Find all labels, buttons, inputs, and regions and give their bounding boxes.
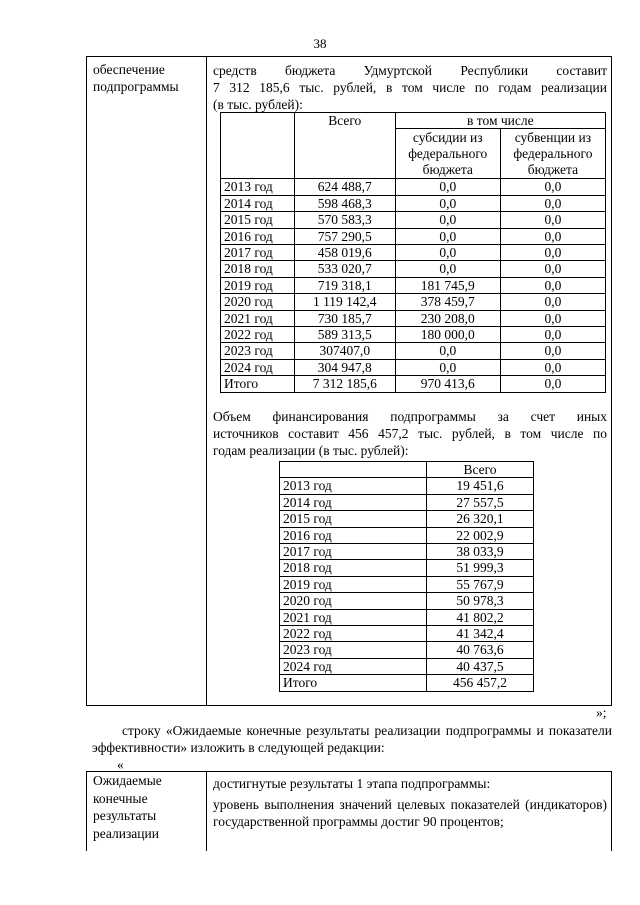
year-header	[280, 462, 427, 478]
year-cell: 2016 год	[221, 228, 295, 244]
other-sources-text	[213, 408, 607, 459]
subventions-cell: 0,0	[500, 179, 605, 195]
subventions-cell: 0,0	[500, 310, 605, 326]
year-cell: 2022 год	[280, 626, 427, 642]
subsidies-header: субсидии из федерального бюджета	[395, 129, 500, 179]
intro-line: 7 312 185,6 тыс. рублей, в том числе по годам реализации	[213, 80, 607, 95]
table-row	[221, 277, 606, 293]
budget-table	[220, 112, 606, 393]
total-cell: 456 457,2	[427, 675, 534, 691]
subventions-cell: 0,0	[500, 245, 605, 261]
total-cell: 26 320,1	[427, 511, 534, 527]
results-label: Ожидаемые конечные результаты реализации	[93, 773, 162, 841]
year-cell: 2020 год	[221, 294, 295, 310]
other-line: годам реализации (в тыс. рублей):	[213, 443, 409, 458]
results-line: уровень выполнения значений целевых показателей (индикаторов) государственной программы достиг 90 процентов;	[213, 797, 607, 829]
subsidies-cell: 0,0	[395, 261, 500, 277]
column-divider	[206, 772, 207, 851]
year-cell: 2014 год	[221, 195, 295, 211]
table-row	[221, 310, 606, 326]
year-cell: 2018 год	[280, 560, 427, 576]
table-row	[221, 343, 606, 359]
total-cell: 19 451,6	[427, 478, 534, 494]
table-row	[221, 359, 606, 375]
total-cell: 51 999,3	[427, 560, 534, 576]
subventions-cell: 0,0	[500, 277, 605, 293]
total-cell: 458 019,6	[294, 245, 395, 261]
amendment-paragraph: строку «Ожидаемые конечные результаты реализации подпрограммы и показатели эффективности» изложить в следующей редакции:	[92, 723, 612, 755]
subsidies-cell: 0,0	[395, 359, 500, 375]
year-cell: 2020 год	[280, 593, 427, 609]
subsidies-cell: 0,0	[395, 245, 500, 261]
table-row	[280, 527, 534, 543]
subventions-cell: 0,0	[500, 228, 605, 244]
total-header: Всего	[427, 462, 534, 478]
table-row	[221, 245, 606, 261]
results-section	[86, 771, 612, 851]
table-row	[221, 212, 606, 228]
year-cell: 2019 год	[221, 277, 295, 293]
subventions-cell: 0,0	[500, 294, 605, 310]
results-line: достигнутые результаты 1 этапа подпрограммы:	[213, 776, 491, 791]
financing-section	[86, 56, 612, 706]
subventions-cell: 0,0	[500, 261, 605, 277]
subsidies-cell: 181 745,9	[395, 277, 500, 293]
year-cell: 2015 год	[280, 511, 427, 527]
budget-intro	[213, 62, 607, 113]
total-header: Всего	[294, 113, 395, 179]
year-cell: 2021 год	[280, 609, 427, 625]
other-sources-table	[279, 461, 534, 692]
table-row	[280, 626, 534, 642]
year-cell: 2017 год	[221, 245, 295, 261]
year-cell: 2023 год	[280, 642, 427, 658]
total-cell: 533 020,7	[294, 261, 395, 277]
total-cell: 598 468,3	[294, 195, 395, 211]
subsidies-cell: 180 000,0	[395, 327, 500, 343]
year-cell: 2024 год	[280, 658, 427, 674]
table-row	[280, 511, 534, 527]
year-cell: 2014 год	[280, 494, 427, 510]
year-cell: 2021 год	[221, 310, 295, 326]
subventions-header: субвенции из федерального бюджета	[500, 129, 605, 179]
total-cell: 38 033,9	[427, 544, 534, 560]
year-cell: 2022 год	[221, 327, 295, 343]
subsidies-cell: 0,0	[395, 212, 500, 228]
total-cell: 41 342,4	[427, 626, 534, 642]
year-cell: 2015 год	[221, 212, 295, 228]
year-cell: 2019 год	[280, 576, 427, 592]
closing-mark: »;	[596, 705, 607, 720]
table-row	[280, 494, 534, 510]
total-cell: 50 978,3	[427, 593, 534, 609]
table-row	[280, 609, 534, 625]
table-row	[280, 675, 534, 691]
total-cell: 307407,0	[294, 343, 395, 359]
total-cell: 41 802,2	[427, 609, 534, 625]
total-cell: 589 313,5	[294, 327, 395, 343]
other-line: источников составит 456 457,2 тыс. рублей, в том числе по	[213, 426, 607, 441]
subsidies-cell: 0,0	[395, 343, 500, 359]
table-row	[221, 294, 606, 310]
intro-line: средств бюджета Удмуртской Республики составит	[213, 63, 607, 78]
subventions-cell: 0,0	[500, 327, 605, 343]
year-cell: 2013 год	[280, 478, 427, 494]
group-header: в том числе	[395, 113, 605, 129]
year-cell: Итого	[221, 376, 295, 392]
total-cell: 304 947,8	[294, 359, 395, 375]
column-divider	[206, 57, 207, 705]
subventions-cell: 0,0	[500, 376, 605, 392]
subventions-cell: 0,0	[500, 359, 605, 375]
table-row	[221, 179, 606, 195]
opening-quote: «	[117, 757, 124, 772]
total-cell: 1 119 142,4	[294, 294, 395, 310]
year-cell: 2013 год	[221, 179, 295, 195]
intro-line: (в тыс. рублей):	[213, 97, 303, 112]
year-cell: 2018 год	[221, 261, 295, 277]
year-cell: Итого	[280, 675, 427, 691]
table-row	[221, 195, 606, 211]
subventions-cell: 0,0	[500, 195, 605, 211]
table-row	[280, 658, 534, 674]
table-row	[221, 228, 606, 244]
total-cell: 624 488,7	[294, 179, 395, 195]
total-cell: 55 767,9	[427, 576, 534, 592]
table-row	[280, 593, 534, 609]
subventions-cell: 0,0	[500, 343, 605, 359]
total-cell: 40 437,5	[427, 658, 534, 674]
subsidies-cell: 0,0	[395, 228, 500, 244]
table-row	[280, 478, 534, 494]
table-row	[280, 544, 534, 560]
table-row	[221, 261, 606, 277]
total-cell: 7 312 185,6	[294, 376, 395, 392]
subsidies-cell: 0,0	[395, 195, 500, 211]
year-cell: 2024 год	[221, 359, 295, 375]
total-cell: 719 318,1	[294, 277, 395, 293]
other-line: Объем финансирования подпрограммы за счет иных	[213, 409, 607, 424]
total-cell: 757 290,5	[294, 228, 395, 244]
subsidies-cell: 230 208,0	[395, 310, 500, 326]
table-row	[221, 327, 606, 343]
total-cell: 27 557,5	[427, 494, 534, 510]
year-cell: 2016 год	[280, 527, 427, 543]
table-row	[221, 376, 606, 392]
total-cell: 570 583,3	[294, 212, 395, 228]
total-cell: 730 185,7	[294, 310, 395, 326]
total-cell: 40 763,6	[427, 642, 534, 658]
table-row	[280, 642, 534, 658]
page-number: 38	[313, 36, 327, 51]
year-cell: 2023 год	[221, 343, 295, 359]
year-cell: 2017 год	[280, 544, 427, 560]
table-row	[280, 576, 534, 592]
left-label: обеспечение подпрограммы	[93, 62, 179, 94]
year-header	[221, 113, 295, 179]
table-row	[280, 560, 534, 576]
subsidies-cell: 378 459,7	[395, 294, 500, 310]
subsidies-cell: 0,0	[395, 179, 500, 195]
subventions-cell: 0,0	[500, 212, 605, 228]
subsidies-cell: 970 413,6	[395, 376, 500, 392]
total-cell: 22 002,9	[427, 527, 534, 543]
